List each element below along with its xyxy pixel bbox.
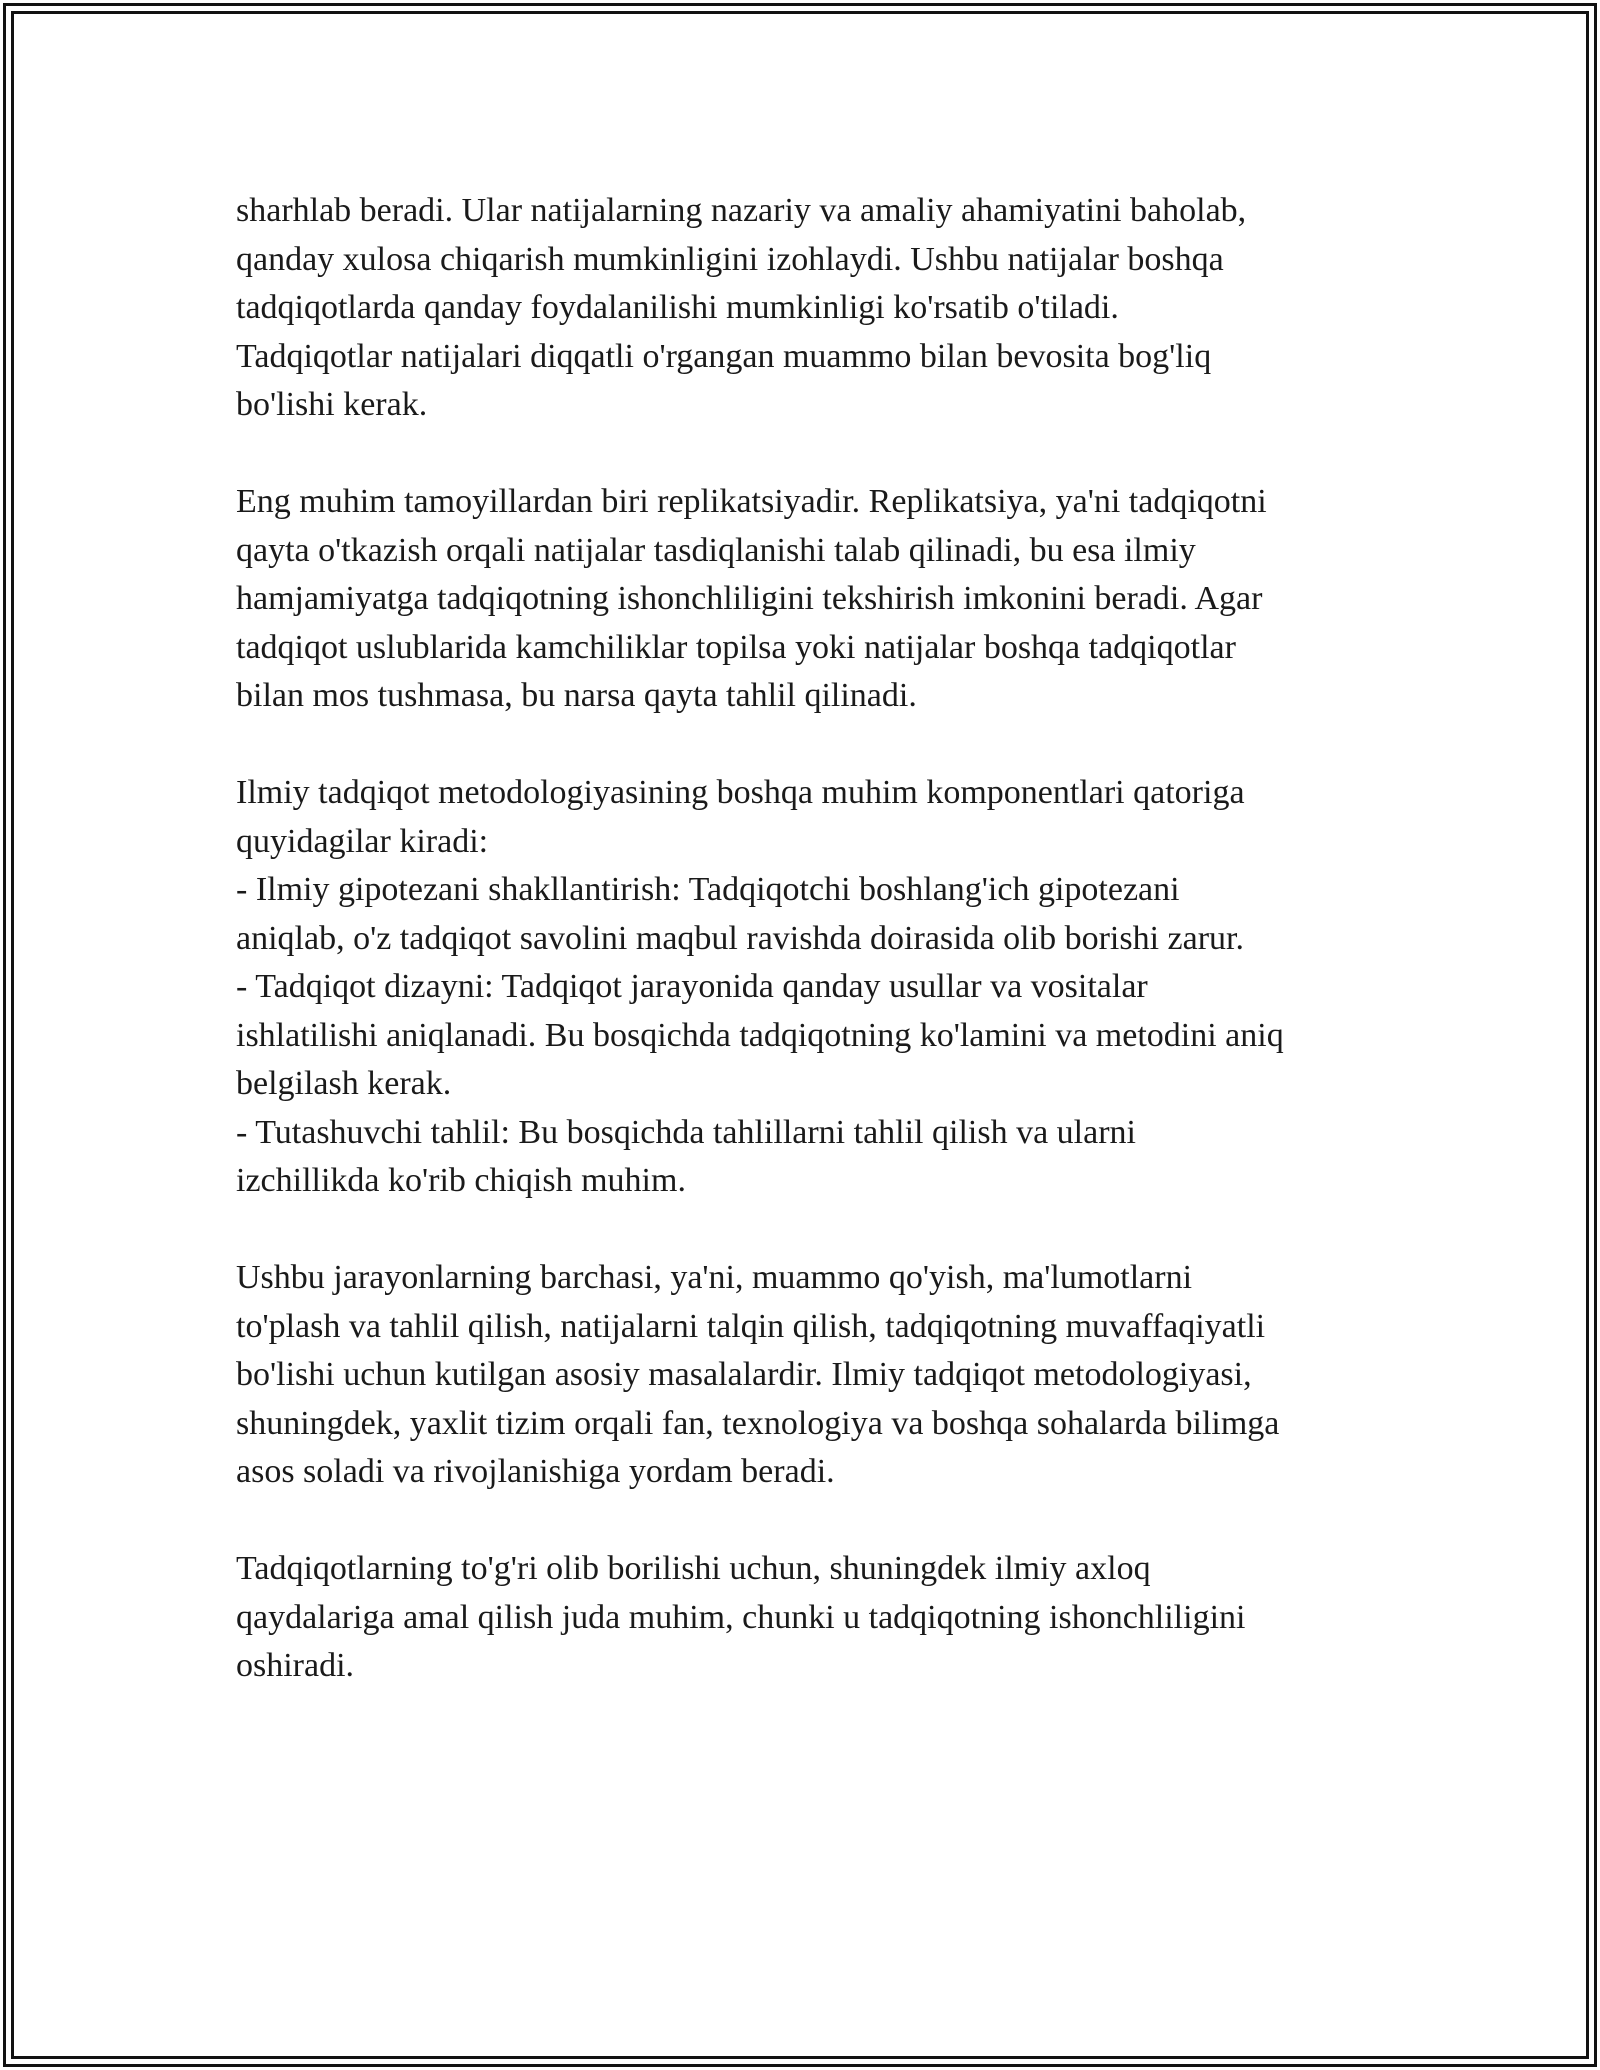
text-line: bo'lishi uchun kutilgan asosiy masalalardir. Ilmiy tadqiqot metodologiyasi, — [236, 1356, 1252, 1393]
document-body — [236, 187, 1386, 1739]
text-line: oshiradi. — [236, 1647, 355, 1684]
text-line: Ilmiy tadqiqot metodologiyasining boshqa muhim komponentlari qatoriga — [236, 774, 1245, 811]
text-line: bo'lishi kerak. — [236, 386, 428, 423]
paragraph — [236, 478, 1386, 721]
text-line: Tadqiqotlar natijalari diqqatli o'rgangan muammo bilan bevosita bog'liq — [236, 337, 1212, 375]
text-line: Ushbu jarayonlarning barchasi, ya'ni, muammo qo'yish, ma'lumotlarni — [236, 1259, 1193, 1296]
text-line: quyidagilar kiradi: — [236, 822, 489, 860]
paragraph — [236, 1254, 1386, 1497]
text-line: tadqiqotlarda qanday foydalanilishi mumkinligi ko'rsatib o'tiladi. — [236, 289, 1119, 326]
list-item: - Tadqiqot dizayni: Tadqiqot jarayonida qanday usullar va vositalar — [236, 968, 1148, 1005]
text-line: Eng muhim tamoyillardan biri replikatsiyadir. Replikatsiya, ya'ni tadqiqotni — [236, 483, 1267, 520]
paragraph — [236, 1545, 1386, 1691]
paragraph — [236, 769, 1386, 1206]
text-line: Tadqiqotlarning to'g'ri olib borilishi uchun, shuningdek ilmiy axloq — [236, 1550, 1151, 1587]
text-line: to'plash va tahlil qilish, natijalarni talqin qilish, tadqiqotning muvaffaqiyatli — [236, 1307, 1266, 1345]
text-line: qaydalariga amal qilish juda muhim, chunki u tadqiqotning ishonchliligini — [236, 1598, 1246, 1636]
text-line: shuningdek, yaxlit tizim orqali fan, texnologiya va boshqa sohalarda bilimga — [236, 1404, 1280, 1442]
text-line: qayta o'tkazish orqali natijalar tasdiqlanishi talab qilinadi, bu esa ilmiy — [236, 531, 1196, 569]
text-line: belgilash kerak. — [236, 1065, 452, 1102]
paragraph — [236, 187, 1386, 430]
text-line: izchillikda ko'rib chiqish muhim. — [236, 1162, 686, 1199]
text-line: asos soladi va rivojlanishiga yordam beradi. — [236, 1453, 835, 1490]
list-item: - Ilmiy gipotezani shakllantirish: Tadqiqotchi boshlang'ich gipotezani — [236, 871, 1180, 908]
text-line: sharhlab beradi. Ular natijalarning nazariy va amaliy ahamiyatini baholab, — [236, 192, 1247, 229]
text-line: bilan mos tushmasa, bu narsa qayta tahlil qilinadi. — [236, 677, 917, 714]
text-line: aniqlab, o'z tadqiqot savolini maqbul ravishda doirasida olib borishi zarur. — [236, 919, 1244, 957]
list-item: - Tutashuvchi tahlil: Bu bosqichda tahlillarni tahlil qilish va ularni — [236, 1113, 1136, 1151]
text-line: hamjamiyatga tadqiqotning ishonchliligini tekshirish imkonini beradi. Agar — [236, 580, 1263, 617]
text-line: ishlatilishi aniqlanadi. Bu bosqichda tadqiqotning ko'lamini va metodini aniq — [236, 1016, 1284, 1054]
text-line: qanday xulosa chiqarish mumkinligini izohlaydi. Ushbu natijalar boshqa — [236, 240, 1224, 278]
text-line: tadqiqot uslublarida kamchiliklar topilsa yoki natijalar boshqa tadqiqotlar — [236, 628, 1236, 666]
